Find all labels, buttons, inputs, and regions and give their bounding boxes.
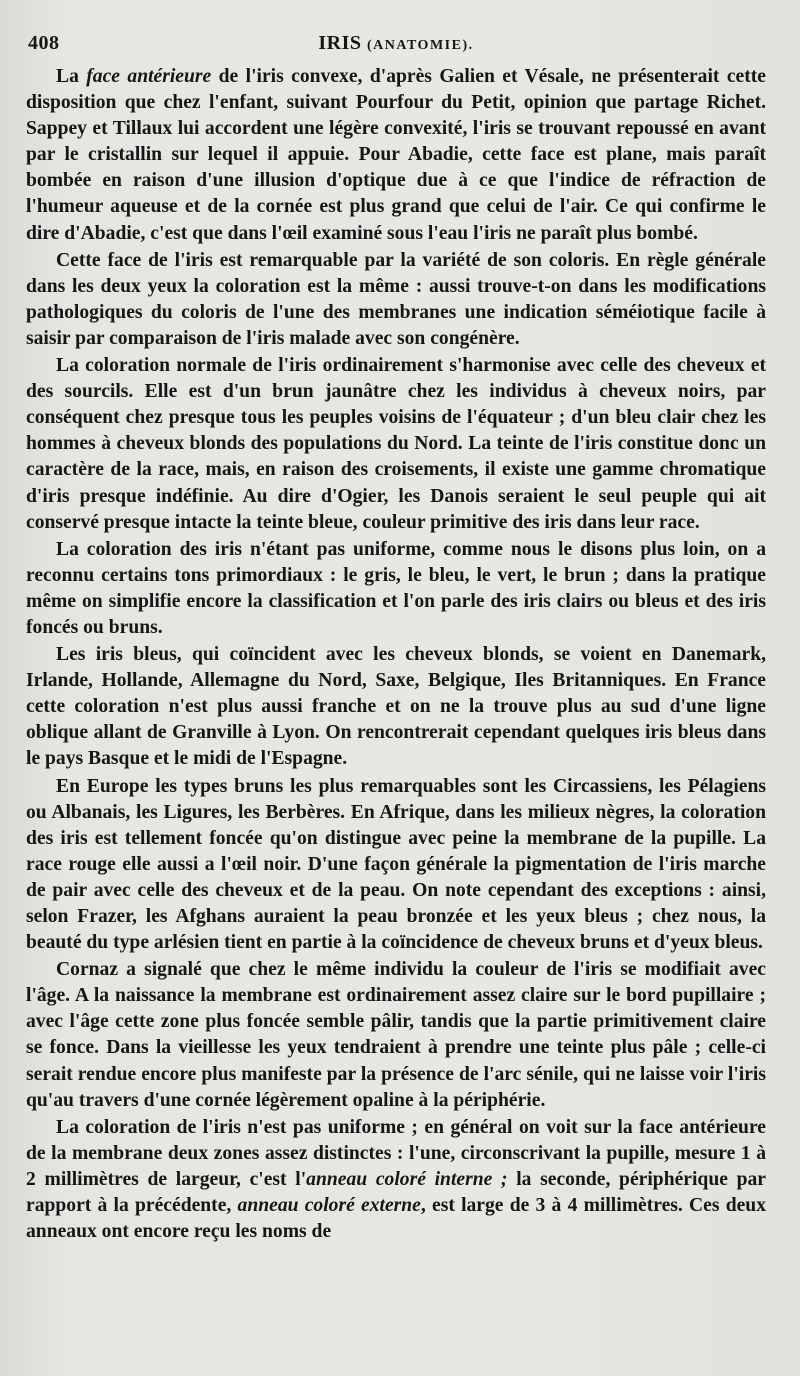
italic-term: anneau coloré interne ;: [306, 1168, 508, 1190]
text-run: , est large de 3 à 4 millimètres. Ces deux anneaux ont encore reçu les noms de: [26, 1195, 766, 1243]
paragraph-colored-rings: [26, 1115, 766, 1245]
page-number: 408: [28, 32, 60, 54]
body-text: [26, 64, 766, 1245]
italic-term: face antérieure: [86, 66, 212, 87]
paragraph-anterior-face: [26, 64, 766, 247]
running-title: [26, 32, 766, 55]
paragraph-primordial-tones: La coloration des iris n'étant pas uniforme, comme nous le disons plus loin, on a reconnu certains tons primordiaux : le gris, le bleu, le vert, le brun ; dans la pratique même on simplifie encore la classification et l'on parle des iris clairs ou bleus et des iris foncés ou bruns.: [26, 538, 766, 638]
text-run: la seconde, périphérique par rapport à la précédente,: [26, 1168, 766, 1217]
running-header: [26, 28, 766, 62]
paragraph-brown-types: En Europe les types bruns les plus remarquables sont les Circassiens, les Pélagiens ou Albanais, les Ligures, les Berbères. En Afrique, dans les milieux nègres, la coloration des iris est tellement foncée qu'on distingue avec peine la membrane de la pupille. La race rouge elle aussi a l'œil noir. D'une façon générale la pigmentation de l'iris marche de pair avec celle des cheveux et de la peau. On note cependant des exceptions : ainsi, selon Frazer, les Afghans auraient la peau bronzée et les yeux bleus ; chez nous, la beauté du type arlésien tient en partie à la coïncidence de cheveux bruns et d'yeux bleus.: [26, 775, 766, 954]
text-run: La: [56, 66, 87, 87]
paragraph-blue-iris: Les iris bleus, qui coïncident avec les cheveux blonds, se voient en Danemark, Irlande, Hollande, Allemagne du Nord, Saxe, Belgique, Iles Britanniques. En France cette coloration n'est plus aussi franche et on ne la trouve plus au sud d'une ligne oblique allant de Granville à Lyon. On rencontrerait cependant quelques iris bleus dans le pays Basque et le midi de l'Espagne.: [26, 644, 766, 770]
chapter-title: IRIS: [318, 32, 362, 54]
paragraph-normal-coloration: La coloration normale de l'iris ordinairement s'harmonise avec celle des cheveux et des sourcils. Elle est d'un brun jaunâtre chez les individus à cheveux noirs, par conséquent chez presque tous les peuples voisins de l'équateur ; d'un bleu clair chez les hommes à cheveux blonds des populations du Nord. La teinte de l'iris constitue donc un caractère de la race, mais, en raison des croisements, il existe une gamme chromatique d'iris presque indéfinie. Au dire d'Ogier, les Danois seraient le seul peuple qui ait conservé presque intacte la teinte bleue, couleur primitive des iris dans leur race.: [26, 355, 766, 533]
paragraph-age-change: Cornaz a signalé que chez le même individu la couleur de l'iris se modifiait avec l'âge. A la naissance la membrane est ordinairement assez claire sur le bord pupillaire ; avec l'âge cette zone plus foncée semble pâlir, tandis que la partie primitivement claire se fonce. Dans la vieillesse les yeux tendraient à prendre une teinte plus pâle ; celle-ci serait rendue encore plus manifeste par la présence de l'arc sénile, qui ne laisse voir l'iris qu'au travers d'une cornée légèrement opaline à la périphérie.: [26, 959, 766, 1111]
paragraph-coloris: Cette face de l'iris est remarquable par la variété de son coloris. En règle générale dans les deux yeux la coloration est la même : aussi trouve-t-on dans les modifications pathologiques du coloris de l'une des membranes une indication séméiotique facile à saisir par comparaison de l'iris malade avec son congénère.: [26, 249, 766, 349]
italic-term: anneau coloré externe: [237, 1195, 421, 1217]
text-run: La coloration de l'iris n'est pas uniforme ; en général on voit sur la face antérieure de la membrane deux zones assez distinctes : l'une, circonscrivant la pupille, mesure 1 à 2 millimètres de largeur, c'est l': [26, 1116, 766, 1190]
text-run: de l'iris convexe, d'après Galien et Vésale, ne présenterait cette disposition que chez l'enfant, suivant Pourfour du Petit, opinion que partage Richet. Sappey et Tillaux lui accordent une légère convexité, l'iris se trouvant repoussé en avant par le cristallin sur lequel il appuie. Pour Abadie, cette face est plane, mais paraît bombée en raison d'une illusion d'optique due à ce que l'indice de réfraction de l'humeur aqueuse et de la cornée est plus grand que celui de l'air. Ce qui confirme le dire d'Abadie, c'est que dans l'œil examiné sous l'eau l'iris ne paraît plus bombé.: [26, 66, 767, 244]
chapter-subtitle: (ANATOMIE).: [367, 38, 474, 53]
